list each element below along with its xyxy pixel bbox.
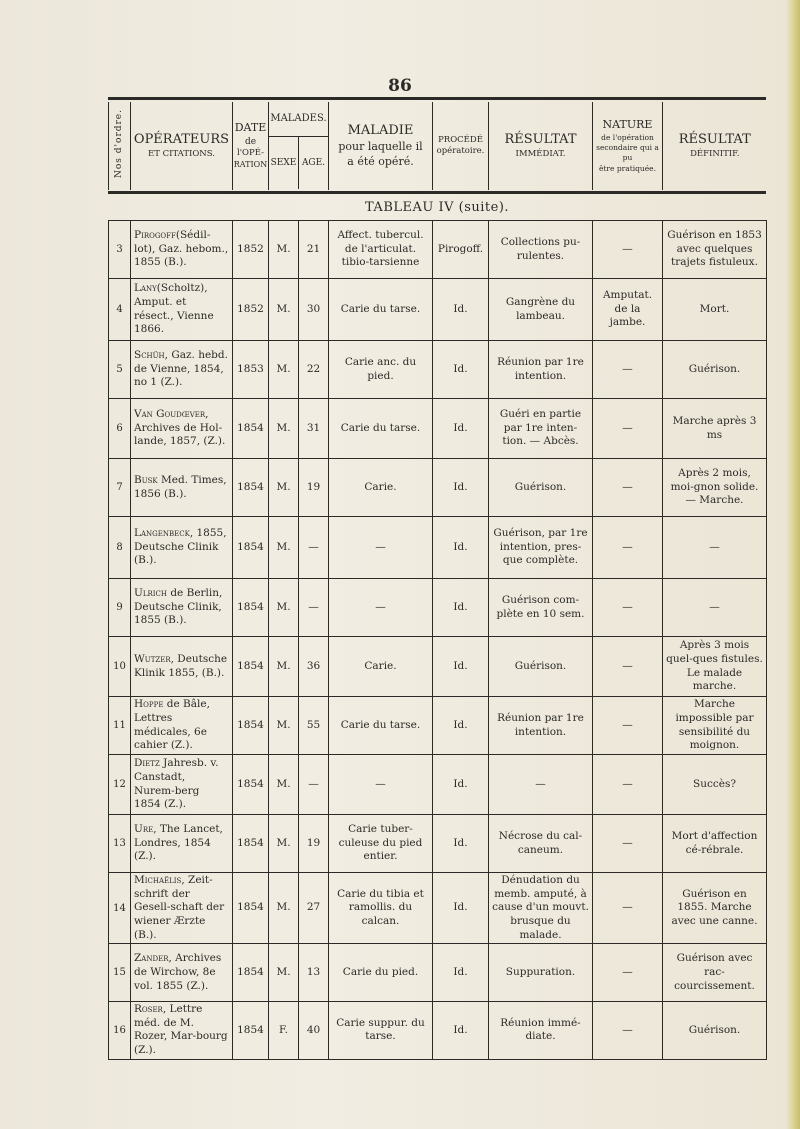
row-date: 1854 <box>233 459 269 517</box>
row-disease: — <box>329 517 433 579</box>
row-age: 19 <box>299 815 329 873</box>
row-disease: Carie. <box>329 459 433 517</box>
row-operator <box>131 637 233 697</box>
table-row <box>109 399 767 459</box>
row-final-result: Mort d'affection cé-rébrale. <box>663 815 767 873</box>
row-date: 1854 <box>233 399 269 459</box>
table-row <box>109 944 767 1002</box>
header-operators-line2: ET CITATIONS. <box>148 149 215 160</box>
row-procedure: Id. <box>433 697 489 755</box>
row-number: 8 <box>109 517 131 579</box>
table-row <box>109 517 767 579</box>
operator-citation: , Archives de Wirchow, 8e vol. 1855 (Z.). <box>134 952 222 992</box>
table-row <box>109 579 767 637</box>
row-immediate-result: Réunion par 1re intention. <box>489 341 593 399</box>
row-number: 13 <box>109 815 131 873</box>
header-malades <box>269 102 329 190</box>
row-procedure: Id. <box>433 459 489 517</box>
operator-name: Wutzer <box>134 652 171 665</box>
row-final-result: Guérison. <box>663 341 767 399</box>
row-date: 1854 <box>233 1002 269 1060</box>
header-nature-line2: de l'opération <box>601 133 654 143</box>
operator-name: Ure <box>134 823 154 836</box>
row-age: — <box>299 755 329 815</box>
header-operators <box>131 102 233 190</box>
row-number: 6 <box>109 399 131 459</box>
row-immediate-result: Guéri en partie par 1re inten-tion. — Abcès. <box>489 399 593 459</box>
row-secondary-operation: — <box>593 873 663 944</box>
operator-name: Roser <box>134 1003 163 1016</box>
row-operator <box>131 944 233 1002</box>
row-age: 19 <box>299 459 329 517</box>
row-operator <box>131 459 233 517</box>
header-date-line4: RATION <box>233 159 268 169</box>
header-maladie-line1: MALADIE <box>347 123 414 139</box>
row-disease: Carie tuber-culeuse du pied entier. <box>329 815 433 873</box>
row-immediate-result: Collections pu-rulentes. <box>489 221 593 279</box>
table-row <box>109 637 767 697</box>
row-sex: M. <box>269 579 299 637</box>
header-procede-line1: PROCÉDÉ <box>438 134 483 145</box>
row-immediate-result: Guérison com-plète en 10 sem. <box>489 579 593 637</box>
row-disease: Carie du tibia et ramollis. du calcan. <box>329 873 433 944</box>
cases-table <box>108 220 767 1060</box>
table-row <box>109 459 767 517</box>
row-sex: M. <box>269 697 299 755</box>
row-secondary-operation: — <box>593 637 663 697</box>
operator-name: Pirogoff <box>134 229 176 242</box>
row-operator <box>131 221 233 279</box>
operator-citation: , Gaz. hebd. de Vienne, 1854, no 1 (Z.). <box>134 349 228 389</box>
table-row <box>109 279 767 341</box>
row-procedure: Id. <box>433 279 489 341</box>
table-row <box>109 697 767 755</box>
header-nature-line4: être pratiquée. <box>598 163 657 173</box>
row-disease: Carie. <box>329 637 433 697</box>
operator-citation: Jahresb. v. Canstadt, Nurem-berg 1854 (Z.). <box>134 757 219 811</box>
header-resultat-line2: IMMÉDIAT. <box>515 149 566 160</box>
row-date: 1853 <box>233 341 269 399</box>
row-disease: Carie du tarse. <box>329 399 433 459</box>
row-operator <box>131 517 233 579</box>
row-final-result: — <box>663 517 767 579</box>
row-secondary-operation: — <box>593 697 663 755</box>
operator-citation: , 1855, Deutsche Clinik (B.). <box>134 527 227 567</box>
row-immediate-result: Dénudation du memb. amputé, à cause d'un mouvt. brusque du malade. <box>489 873 593 944</box>
row-final-result: Marche impossible par sensibilité du moignon. <box>663 697 767 755</box>
page-edge <box>786 0 800 1129</box>
row-secondary-operation: — <box>593 755 663 815</box>
row-age: 21 <box>299 221 329 279</box>
row-procedure: Id. <box>433 944 489 1002</box>
row-date: 1854 <box>233 755 269 815</box>
row-immediate-result: Guérison. <box>489 637 593 697</box>
row-immediate-result: Nécrose du cal-caneum. <box>489 815 593 873</box>
row-final-result: Guérison en 1853 avec quelques trajets fistuleux. <box>663 221 767 279</box>
row-disease: — <box>329 579 433 637</box>
row-sex: M. <box>269 944 299 1002</box>
row-procedure: Id. <box>433 1002 489 1060</box>
row-number: 9 <box>109 579 131 637</box>
row-procedure: Id. <box>433 815 489 873</box>
row-immediate-result: Guérison. <box>489 459 593 517</box>
header-nature <box>593 102 663 190</box>
row-operator <box>131 815 233 873</box>
page-number: 86 <box>388 76 412 96</box>
row-sex: M. <box>269 815 299 873</box>
row-number: 16 <box>109 1002 131 1060</box>
row-immediate-result: Guérison, par 1re intention, pres-que complète. <box>489 517 593 579</box>
table-row <box>109 1002 767 1060</box>
row-date: 1854 <box>233 697 269 755</box>
row-operator <box>131 341 233 399</box>
row-age: — <box>299 517 329 579</box>
header-nature-line1: NATURE <box>602 118 653 132</box>
row-date: 1854 <box>233 815 269 873</box>
row-final-result: Mort. <box>663 279 767 341</box>
row-number: 14 <box>109 873 131 944</box>
row-age: 13 <box>299 944 329 1002</box>
row-disease: Carie anc. du pied. <box>329 341 433 399</box>
operator-citation: , Archives de Hol-lande, 1857, (Z.). <box>134 408 226 448</box>
row-final-result: Guérison en 1855. Marche avec une canne. <box>663 873 767 944</box>
operator-name: Ulrich <box>134 587 167 600</box>
row-sex: M. <box>269 341 299 399</box>
header-date-line3: l'OPÉ- <box>237 148 264 159</box>
row-final-result: Marche après 3 ms <box>663 399 767 459</box>
row-secondary-operation: — <box>593 341 663 399</box>
row-final-result: — <box>663 579 767 637</box>
row-number: 5 <box>109 341 131 399</box>
row-sex: M. <box>269 755 299 815</box>
row-procedure: Id. <box>433 755 489 815</box>
row-procedure: Id. <box>433 873 489 944</box>
table-row <box>109 221 767 279</box>
row-number: 4 <box>109 279 131 341</box>
table-title: TABLEAU IV (suite). <box>364 200 510 215</box>
operator-citation: , The Lancet, Londres, 1854 (Z.). <box>134 823 223 863</box>
column-header <box>108 102 767 190</box>
row-procedure: Id. <box>433 579 489 637</box>
operator-name: Hoppe <box>134 698 164 711</box>
row-date: 1854 <box>233 873 269 944</box>
row-immediate-result: Gangrène du lambeau. <box>489 279 593 341</box>
header-maladie <box>329 102 433 190</box>
row-disease: Affect. tubercul. de l'articulat. tibio-tarsienne <box>329 221 433 279</box>
row-disease: Carie du tarse. <box>329 279 433 341</box>
row-age: 31 <box>299 399 329 459</box>
row-operator <box>131 873 233 944</box>
row-date: 1854 <box>233 944 269 1002</box>
row-disease: Carie du pied. <box>329 944 433 1002</box>
operator-citation: Med. Times, 1856 (B.). <box>134 473 227 500</box>
header-procede-line2: opératoire. <box>436 146 485 156</box>
row-secondary-operation: — <box>593 399 663 459</box>
row-immediate-result: Réunion par 1re intention. <box>489 697 593 755</box>
header-date-line2: de <box>244 137 257 148</box>
header-date-line1: DATE <box>234 121 267 135</box>
operator-name: Langenbeck <box>134 527 190 540</box>
row-sex: M. <box>269 279 299 341</box>
row-date: 1852 <box>233 279 269 341</box>
row-operator <box>131 579 233 637</box>
row-secondary-operation: — <box>593 579 663 637</box>
header-order-label: Nos d'ordre. <box>114 109 125 179</box>
row-secondary-operation: — <box>593 459 663 517</box>
row-age: 40 <box>299 1002 329 1060</box>
row-date: 1854 <box>233 579 269 637</box>
row-final-result: Guérison avec rac-courcissement. <box>663 944 767 1002</box>
operator-name: Michaëlis <box>134 874 182 886</box>
row-disease: Carie suppur. du tarse. <box>329 1002 433 1060</box>
operator-name: Lany <box>134 282 157 295</box>
header-maladie-line3: a été opéré. <box>347 154 414 168</box>
row-number: 11 <box>109 697 131 755</box>
row-immediate-result: Réunion immé-diate. <box>489 1002 593 1060</box>
operator-citation: de Bâle, Lettres médicales, 6e cahier (Z.). <box>134 698 210 752</box>
header-order <box>109 102 131 190</box>
row-immediate-result: — <box>489 755 593 815</box>
row-age: 27 <box>299 873 329 944</box>
header-date <box>233 102 269 190</box>
header-maladie-line2: pour laquelle il <box>338 139 423 153</box>
header-procede <box>433 102 489 190</box>
header-malades-label: MALADES. <box>269 102 328 137</box>
row-final-result: Succès? <box>663 755 767 815</box>
row-secondary-operation: — <box>593 221 663 279</box>
row-age: 55 <box>299 697 329 755</box>
operator-citation: , Zeit-schrift der Gesell-schaft der wiener Ærzte (B.). <box>134 874 225 941</box>
row-immediate-result: Suppuration. <box>489 944 593 1002</box>
row-number: 3 <box>109 221 131 279</box>
table-row <box>109 755 767 815</box>
header-nature-line3: secondaire qui a pu <box>596 143 659 163</box>
header-bottom-rule <box>108 191 766 194</box>
operator-name: Schüh <box>134 349 165 362</box>
row-operator <box>131 399 233 459</box>
header-final <box>663 102 767 190</box>
row-sex: M. <box>269 637 299 697</box>
operator-citation: (Scholtz), Amput. et résect., Vienne 1866. <box>134 282 214 336</box>
row-sex: M. <box>269 459 299 517</box>
row-date: 1854 <box>233 517 269 579</box>
row-sex: M. <box>269 873 299 944</box>
row-final-result: Après 3 mois quel-ques fistules. Le malade marche. <box>663 637 767 697</box>
header-resultat-line1: RÉSULTAT <box>504 132 577 148</box>
row-age: 22 <box>299 341 329 399</box>
row-number: 7 <box>109 459 131 517</box>
row-procedure: Id. <box>433 341 489 399</box>
operator-name: Van Goudœver <box>134 408 206 421</box>
header-final-line1: RÉSULTAT <box>678 132 751 148</box>
row-operator <box>131 279 233 341</box>
row-age: 36 <box>299 637 329 697</box>
header-operators-line1: OPÉRATEURS <box>133 132 230 148</box>
row-procedure: Id. <box>433 637 489 697</box>
row-disease: Carie du tarse. <box>329 697 433 755</box>
row-final-result: Guérison. <box>663 1002 767 1060</box>
row-sex: F. <box>269 1002 299 1060</box>
operator-citation: (Sédil-lot), Gaz. hebom., 1855 (B.). <box>134 229 229 269</box>
header-age: AGE. <box>301 157 326 168</box>
header-final-line2: DÉFINITIF. <box>690 149 740 160</box>
row-number: 12 <box>109 755 131 815</box>
row-operator <box>131 1002 233 1060</box>
operator-citation: , Deutsche Klinik 1855, (B.). <box>134 652 228 679</box>
row-secondary-operation: — <box>593 815 663 873</box>
operator-name: Dietz <box>134 757 160 770</box>
row-secondary-operation: — <box>593 1002 663 1060</box>
row-procedure: Pirogoff. <box>433 221 489 279</box>
row-secondary-operation: — <box>593 944 663 1002</box>
operator-citation: , Lettre méd. de M. Rozer, Mar-bourg (Z.). <box>134 1003 228 1057</box>
row-age: 30 <box>299 279 329 341</box>
row-procedure: Id. <box>433 399 489 459</box>
operator-citation: de Berlin, Deutsche Clinik, 1855 (B.). <box>134 587 223 627</box>
row-age: — <box>299 579 329 637</box>
row-sex: M. <box>269 517 299 579</box>
row-number: 10 <box>109 637 131 697</box>
row-secondary-operation: Amputat. de la jambe. <box>593 279 663 341</box>
row-operator <box>131 755 233 815</box>
row-number: 15 <box>109 944 131 1002</box>
operator-name: Busk <box>134 473 158 486</box>
row-operator <box>131 697 233 755</box>
row-date: 1854 <box>233 637 269 697</box>
row-sex: M. <box>269 399 299 459</box>
row-secondary-operation: — <box>593 517 663 579</box>
row-sex: M. <box>269 221 299 279</box>
table-row <box>109 873 767 944</box>
row-procedure: Id. <box>433 517 489 579</box>
operator-name: Zander <box>134 952 169 965</box>
table-row <box>109 341 767 399</box>
table-row <box>109 815 767 873</box>
header-top-rule <box>108 97 766 100</box>
header-sexe: SEXE <box>269 137 299 189</box>
row-date: 1852 <box>233 221 269 279</box>
header-resultat <box>489 102 593 190</box>
row-disease: — <box>329 755 433 815</box>
row-final-result: Après 2 mois, moi-gnon solide. — Marche. <box>663 459 767 517</box>
